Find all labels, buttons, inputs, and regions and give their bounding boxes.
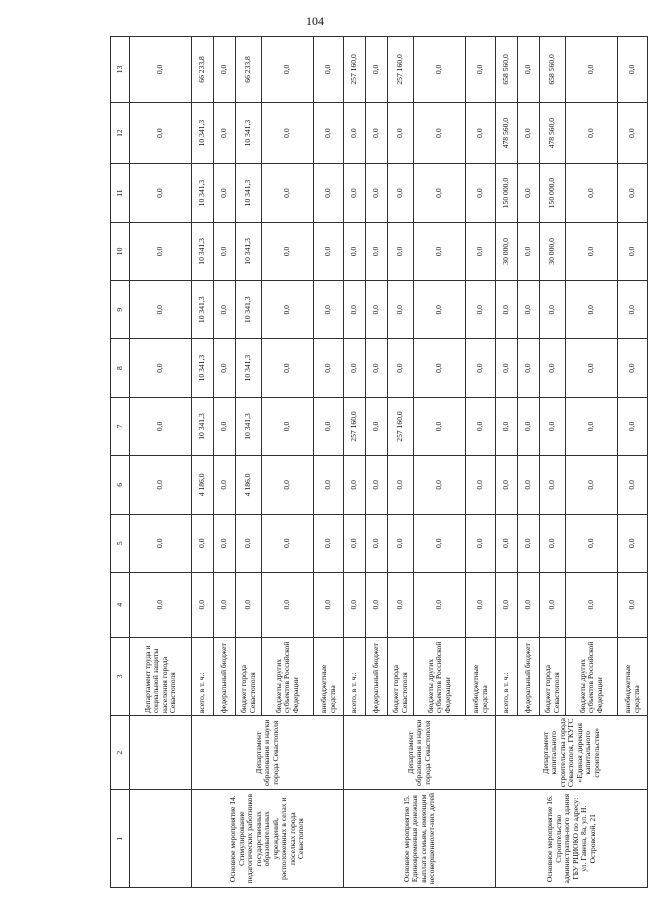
amount-cell: 10 341,3: [192, 339, 214, 397]
amount-cell: 0,0: [344, 456, 366, 514]
amount-cell: 257 160,0: [344, 397, 366, 455]
amount-cell: 478 560,0: [496, 102, 518, 164]
funding-source-cell: бюджет города Севастополя: [540, 637, 566, 716]
amount-cell: 10 341,3: [192, 397, 214, 455]
responsible-executor-cell: Департамент капитального строительства города Севастополя, ГКУГС «Единая дирекция капитального строительства»: [496, 716, 648, 790]
amount-cell: 0,0: [130, 456, 192, 514]
funding-source-cell: внебюджетные средства: [618, 637, 648, 716]
amount-cell: 30 000,0: [540, 222, 566, 280]
column-number-cell: 8: [111, 339, 130, 397]
amount-cell: 0,0: [344, 102, 366, 164]
amount-cell: 0,0: [414, 222, 466, 280]
amount-cell: 0,0: [130, 397, 192, 455]
responsible-executor-cell: Департамент образования и науки города Севастополя: [192, 716, 344, 790]
amount-cell: 0,0: [366, 222, 388, 280]
continuation-event-cell: [130, 790, 192, 888]
amount-cell: 0,0: [314, 572, 344, 637]
amount-cell: 0,0: [414, 456, 466, 514]
amount-cell: 0,0: [496, 339, 518, 397]
table-row: [130, 37, 192, 888]
amount-cell: 0,0: [344, 572, 366, 637]
amount-cell: 0,0: [466, 572, 496, 637]
amount-cell: 0,0: [466, 102, 496, 164]
amount-cell: 0,0: [540, 281, 566, 339]
amount-cell: 0,0: [262, 572, 314, 637]
amount-cell: 0,0: [496, 397, 518, 455]
column-number-cell: 11: [111, 164, 130, 222]
column-number-cell: 10: [111, 222, 130, 280]
amount-cell: 0,0: [466, 37, 496, 103]
amount-cell: 478 560,0: [540, 102, 566, 164]
amount-cell: 0,0: [466, 281, 496, 339]
amount-cell: 0,0: [414, 397, 466, 455]
amount-cell: 4 186,0: [236, 456, 262, 514]
amount-cell: 0,0: [618, 281, 648, 339]
amount-cell: 0,0: [262, 102, 314, 164]
funding-source-cell: бюджеты других субъектов Российской Федерации: [566, 637, 618, 716]
amount-cell: 0,0: [130, 164, 192, 222]
funding-source-cell: всего, в т. ч.:: [192, 637, 214, 716]
amount-cell: 0,0: [314, 102, 344, 164]
amount-cell: 0,0: [192, 572, 214, 637]
amount-cell: 0,0: [496, 572, 518, 637]
table-row: [496, 37, 518, 888]
amount-cell: 0,0: [540, 456, 566, 514]
amount-cell: 0,0: [130, 339, 192, 397]
funding-source-cell: всего, в т. ч.:: [344, 637, 366, 716]
amount-cell: 0,0: [314, 222, 344, 280]
amount-cell: 0,0: [130, 222, 192, 280]
amount-cell: 257 160,0: [388, 37, 414, 103]
amount-cell: 0,0: [388, 102, 414, 164]
amount-cell: 66 233,8: [192, 37, 214, 103]
amount-cell: 658 560,0: [540, 37, 566, 103]
column-number-cell: 6: [111, 456, 130, 514]
column-number-cell: 12: [111, 102, 130, 164]
amount-cell: 0,0: [192, 514, 214, 572]
funding-source-cell: федеральный бюджет: [214, 637, 236, 716]
amount-cell: 0,0: [262, 397, 314, 455]
amount-cell: 66 233,8: [236, 37, 262, 103]
amount-cell: 10 341,3: [236, 397, 262, 455]
event-title-cell: Основное мероприятие 14. Стимулирование педагогических работников государственных образовательных учреждений, расположенных в селах и поселках города Севастополя: [192, 790, 344, 888]
amount-cell: 0,0: [566, 514, 618, 572]
amount-cell: 0,0: [618, 572, 648, 637]
amount-cell: 0,0: [130, 572, 192, 637]
amount-cell: 0,0: [314, 397, 344, 455]
amount-cell: 0,0: [214, 222, 236, 280]
amount-cell: 0,0: [214, 102, 236, 164]
column-number-cell: 2: [111, 716, 130, 790]
funding-source-cell: бюджет города Севастополя: [388, 637, 414, 716]
amount-cell: 0,0: [214, 397, 236, 455]
amount-cell: 0,0: [366, 339, 388, 397]
column-number-cell: 7: [111, 397, 130, 455]
amount-cell: 0,0: [466, 339, 496, 397]
amount-cell: 0,0: [566, 37, 618, 103]
amount-cell: 0,0: [414, 102, 466, 164]
column-number-row: [111, 37, 130, 888]
amount-cell: 0,0: [214, 456, 236, 514]
funding-source-cell: всего, в т. ч.:: [496, 637, 518, 716]
amount-cell: 30 000,0: [496, 222, 518, 280]
amount-cell: 0,0: [262, 164, 314, 222]
amount-cell: 0,0: [262, 281, 314, 339]
amount-cell: 0,0: [366, 397, 388, 455]
amount-cell: 257 160,0: [344, 37, 366, 103]
amount-cell: 0,0: [466, 164, 496, 222]
amount-cell: 0,0: [518, 37, 540, 103]
amount-cell: 0,0: [496, 514, 518, 572]
column-number-cell: 3: [111, 637, 130, 716]
budget-table: [110, 36, 648, 888]
table-row: [192, 37, 214, 888]
amount-cell: 0,0: [496, 456, 518, 514]
amount-cell: 0,0: [314, 281, 344, 339]
amount-cell: 0,0: [414, 339, 466, 397]
amount-cell: 0,0: [566, 164, 618, 222]
amount-cell: 0,0: [214, 572, 236, 637]
amount-cell: 0,0: [366, 572, 388, 637]
funding-source-cell: бюджеты других субъектов Российской Федерации: [262, 637, 314, 716]
amount-cell: 0,0: [388, 572, 414, 637]
funding-source-cell: внебюджетные средства: [466, 637, 496, 716]
amount-cell: 0,0: [262, 222, 314, 280]
amount-cell: 0,0: [566, 222, 618, 280]
amount-cell: 10 341,3: [192, 222, 214, 280]
amount-cell: 10 341,3: [192, 281, 214, 339]
funding-source-cell: Департамент труда и социальной защиты населения города Севастополя: [130, 637, 192, 716]
funding-source-cell: федеральный бюджет: [518, 637, 540, 716]
amount-cell: 0,0: [262, 456, 314, 514]
amount-cell: 0,0: [618, 339, 648, 397]
amount-cell: 0,0: [414, 281, 466, 339]
amount-cell: 0,0: [130, 281, 192, 339]
amount-cell: 10 341,3: [192, 102, 214, 164]
amount-cell: 0,0: [344, 164, 366, 222]
amount-cell: 10 341,3: [236, 164, 262, 222]
amount-cell: 10 341,3: [236, 339, 262, 397]
funding-source-cell: федеральный бюджет: [366, 637, 388, 716]
amount-cell: 257 160,0: [388, 397, 414, 455]
amount-cell: 0,0: [314, 339, 344, 397]
amount-cell: 0,0: [414, 164, 466, 222]
amount-cell: 0,0: [236, 514, 262, 572]
amount-cell: 0,0: [496, 281, 518, 339]
amount-cell: 0,0: [388, 222, 414, 280]
amount-cell: 0,0: [130, 102, 192, 164]
amount-cell: 0,0: [540, 572, 566, 637]
amount-cell: 0,0: [540, 397, 566, 455]
amount-cell: 0,0: [618, 456, 648, 514]
event-title-cell: Основное мероприятие 16. Строительство административ-ного здания ГБУ РЦИОКО по адресу: ул. Гавена, 8а, ул. Н. Островской, 21: [496, 790, 648, 888]
amount-cell: 10 341,3: [192, 164, 214, 222]
amount-cell: 0,0: [388, 281, 414, 339]
event-title-cell: Основное мероприятие 15. Единовременная денежная выплата семьям, имеющим несовершеннолет-них детей: [344, 790, 496, 888]
amount-cell: 0,0: [518, 456, 540, 514]
amount-cell: 150 000,0: [540, 164, 566, 222]
amount-cell: 0,0: [366, 102, 388, 164]
amount-cell: 0,0: [366, 281, 388, 339]
amount-cell: 4 186,0: [192, 456, 214, 514]
funding-source-cell: внебюджетные средства: [314, 637, 344, 716]
table-body: [111, 37, 648, 888]
amount-cell: 0,0: [618, 397, 648, 455]
responsible-executor-cell: Департамент образования и науки города Севастополя: [344, 716, 496, 790]
amount-cell: 0,0: [344, 281, 366, 339]
amount-cell: 0,0: [566, 397, 618, 455]
amount-cell: 0,0: [566, 456, 618, 514]
amount-cell: 0,0: [518, 164, 540, 222]
funding-source-cell: бюджеты других субъектов Российской Федерации: [414, 637, 466, 716]
amount-cell: 150 000,0: [496, 164, 518, 222]
amount-cell: 0,0: [566, 572, 618, 637]
amount-cell: 0,0: [518, 102, 540, 164]
column-number-cell: 1: [111, 790, 130, 888]
amount-cell: 0,0: [388, 456, 414, 514]
table-row: [344, 37, 366, 888]
amount-cell: 0,0: [214, 339, 236, 397]
amount-cell: 0,0: [314, 514, 344, 572]
amount-cell: 0,0: [618, 514, 648, 572]
amount-cell: 658 560,0: [496, 37, 518, 103]
amount-cell: 0,0: [214, 281, 236, 339]
amount-cell: 0,0: [518, 572, 540, 637]
amount-cell: 0,0: [236, 572, 262, 637]
amount-cell: 0,0: [466, 514, 496, 572]
amount-cell: 10 341,3: [236, 222, 262, 280]
amount-cell: 0,0: [130, 514, 192, 572]
amount-cell: 0,0: [466, 456, 496, 514]
amount-cell: 0,0: [518, 397, 540, 455]
page-number: 104: [306, 14, 324, 28]
column-number-cell: 4: [111, 572, 130, 637]
amount-cell: 0,0: [344, 222, 366, 280]
amount-cell: 0,0: [518, 281, 540, 339]
amount-cell: 0,0: [366, 37, 388, 103]
amount-cell: 0,0: [540, 339, 566, 397]
amount-cell: 10 341,3: [236, 102, 262, 164]
amount-cell: 0,0: [314, 37, 344, 103]
amount-cell: 0,0: [414, 514, 466, 572]
amount-cell: 0,0: [262, 514, 314, 572]
amount-cell: 0,0: [388, 514, 414, 572]
amount-cell: 0,0: [366, 514, 388, 572]
amount-cell: 0,0: [618, 164, 648, 222]
amount-cell: 0,0: [518, 514, 540, 572]
amount-cell: 0,0: [214, 514, 236, 572]
column-number-cell: 5: [111, 514, 130, 572]
amount-cell: 0,0: [262, 339, 314, 397]
amount-cell: 0,0: [214, 164, 236, 222]
amount-cell: 0,0: [566, 339, 618, 397]
amount-cell: 10 341,3: [236, 281, 262, 339]
amount-cell: 0,0: [366, 164, 388, 222]
amount-cell: 0,0: [518, 222, 540, 280]
amount-cell: 0,0: [388, 339, 414, 397]
amount-cell: 0,0: [466, 397, 496, 455]
amount-cell: 0,0: [618, 222, 648, 280]
amount-cell: 0,0: [314, 456, 344, 514]
amount-cell: 0,0: [414, 572, 466, 637]
amount-cell: 0,0: [344, 514, 366, 572]
amount-cell: 0,0: [388, 164, 414, 222]
amount-cell: 0,0: [344, 339, 366, 397]
amount-cell: 0,0: [314, 164, 344, 222]
amount-cell: 0,0: [130, 37, 192, 103]
continuation-responsible-cell: [130, 716, 192, 790]
amount-cell: 0,0: [466, 222, 496, 280]
amount-cell: 0,0: [566, 281, 618, 339]
amount-cell: 0,0: [262, 37, 314, 103]
amount-cell: 0,0: [566, 102, 618, 164]
amount-cell: 0,0: [214, 37, 236, 103]
amount-cell: 0,0: [618, 102, 648, 164]
amount-cell: 0,0: [540, 514, 566, 572]
amount-cell: 0,0: [366, 456, 388, 514]
amount-cell: 0,0: [414, 37, 466, 103]
funding-source-cell: бюджет города Севастополя: [236, 637, 262, 716]
column-number-cell: 9: [111, 281, 130, 339]
column-number-cell: 13: [111, 37, 130, 103]
amount-cell: 0,0: [518, 339, 540, 397]
amount-cell: 0,0: [618, 37, 648, 103]
